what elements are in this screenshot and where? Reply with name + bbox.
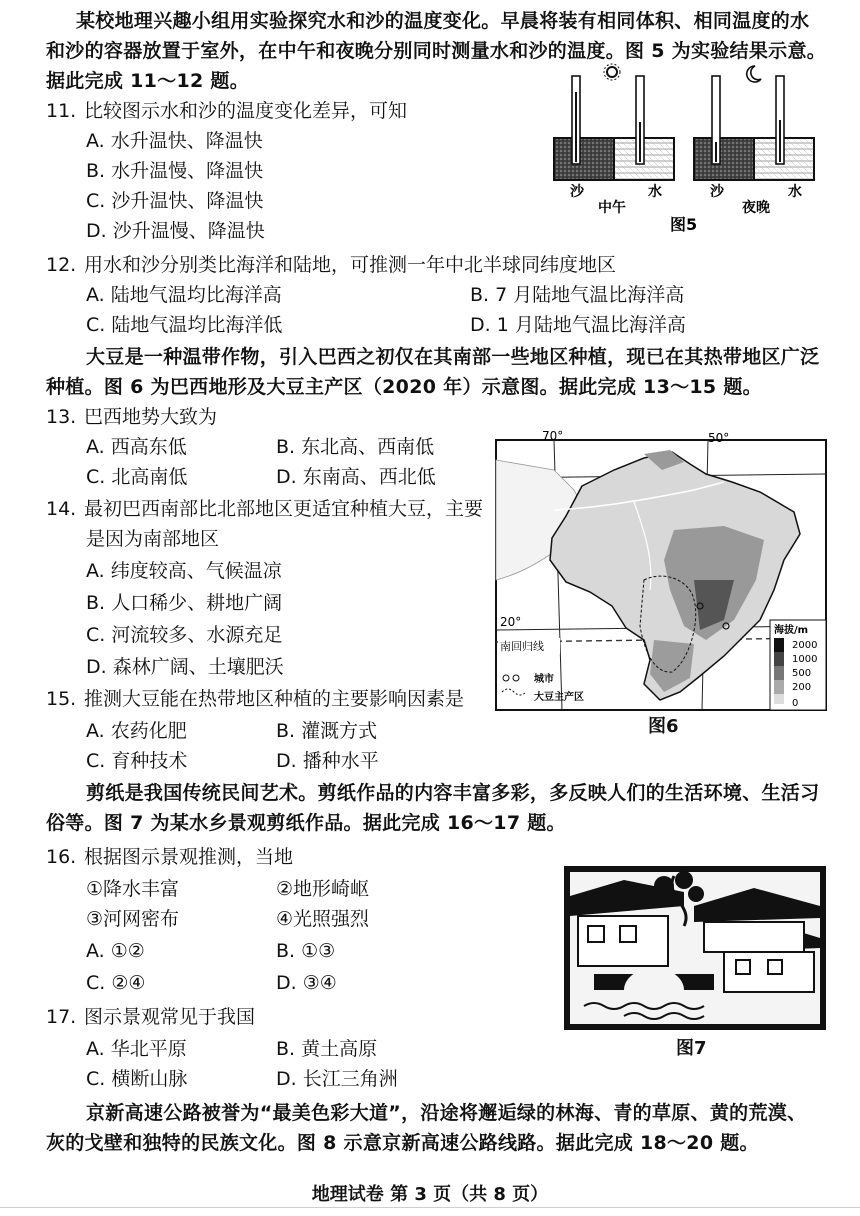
question-12 (46, 252, 616, 278)
sand-container-night (694, 138, 754, 180)
question-stem: 推测大豆能在热带地区种植的主要影响因素是 (84, 688, 465, 710)
question-16 (46, 844, 293, 870)
question-11 (46, 98, 407, 124)
q13-option-a: A. 西高东低 (86, 436, 187, 458)
intro3-line2: 俗等。图 7 为某水乡景观剪纸作品。据此完成 16～17 题。 (46, 812, 566, 834)
figure-6-brazil-map (494, 430, 828, 712)
page-footer: 地理试卷 第 3 页（共 8 页） (311, 1184, 549, 1205)
q15-option-c: C. 育种技术 (86, 750, 188, 772)
q17-option-a: A. 华北平原 (86, 1038, 187, 1060)
figure-5-experiment (548, 62, 818, 242)
q16-item-1: ①降水丰富 (86, 878, 180, 900)
q16-option-d: D. ③④ (276, 972, 337, 994)
q16-option-b: B. ①③ (276, 940, 336, 962)
q16-option-c: C. ②④ (86, 972, 146, 994)
legend-200: 200 (792, 682, 812, 693)
question-number: 14. (46, 498, 77, 520)
label-night: 夜晚 (742, 200, 770, 216)
q16-item-4: ④光照强烈 (276, 908, 370, 930)
question-stem: 图示景观常见于我国 (84, 1006, 256, 1028)
question-number: 11. (46, 100, 77, 122)
q16-item-2: ②地形崎岖 (276, 878, 370, 900)
q12-option-d: D. 1 月陆地气温比海洋高 (470, 314, 686, 336)
bottom-rule (0, 1207, 860, 1208)
figure-5-caption: 图5 (670, 215, 698, 234)
q14-option-c: C. 河流较多、水源充足 (86, 624, 283, 646)
q13-option-d: D. 东南高、西北低 (276, 466, 436, 488)
tropic-label: 南回归线 (500, 640, 544, 653)
q12-option-c: C. 陆地气温均比海洋低 (86, 314, 283, 336)
question-14 (46, 496, 483, 522)
legend-city: 城市 (534, 674, 554, 685)
figure-7-caption: 图7 (676, 1038, 707, 1059)
q11-option-d: D. 沙升温慢、降温快 (86, 220, 265, 242)
q17-option-c: C. 横断山脉 (86, 1068, 188, 1090)
legend-0: 0 (792, 698, 799, 709)
q12-option-a: A. 陆地气温均比海洋高 (86, 284, 282, 306)
lon-70: 70° (542, 430, 564, 443)
q13-option-b: B. 东北高、西南低 (276, 436, 435, 458)
question-number: 15. (46, 688, 77, 710)
intro4-line2: 灰的戈壁和独特的民族文化。图 8 示意京新高速公路线路。据此完成 18～20 题。 (46, 1132, 759, 1154)
q14-option-d: D. 森林广阔、土壤肥沃 (86, 656, 284, 678)
intro2-line1: 大豆是一种温带作物，引入巴西之初仅在其南部一些地区种植，现已在其热带地区广泛 (86, 346, 820, 368)
question-13 (46, 404, 217, 430)
intro2-line2: 种植。图 6 为巴西地形及大豆主产区（2020 年）示意图。据此完成 13～15 题。 (46, 376, 762, 398)
q17-option-b: B. 黄土高原 (276, 1038, 378, 1060)
question-stem: 用水和沙分别类比海洋和陆地，可推测一年中北半球同纬度地区 (84, 254, 617, 276)
q13-option-c: C. 北高南低 (86, 466, 188, 488)
lon-50: 50° (708, 431, 730, 445)
question-number: 12. (46, 254, 77, 276)
label-water-noon: 水 (648, 184, 662, 200)
q12-option-b: B. 7 月陆地气温比海洋高 (470, 284, 685, 306)
intro4-line1: 京新高速公路被誉为“最美色彩大道”，沿途将邂逅绿的林海、青的草原、黄的荒漠、 (86, 1102, 807, 1124)
question-15 (46, 686, 464, 712)
q11-option-b: B. 水升温慢、降温快 (86, 160, 264, 182)
q16-item-3: ③河网密布 (86, 908, 180, 930)
legend-500: 500 (792, 668, 812, 679)
q15-option-a: A. 农药化肥 (86, 720, 187, 742)
q14-option-b: B. 人口稀少、耕地广阔 (86, 592, 283, 614)
q15-option-b: B. 灌溉方式 (276, 720, 378, 742)
label-noon: 中午 (598, 200, 626, 216)
question-number: 17. (46, 1006, 77, 1028)
intro1-line1: 某校地理兴趣小组用实验探究水和沙的温度变化。早晨将装有相同体积、相同温度的水 (76, 10, 810, 32)
label-sand-noon: 沙 (570, 184, 584, 200)
intro3-line1: 剪纸是我国传统民间艺术。剪纸作品的内容丰富多彩，多反映人们的生活环境、生活习 (86, 782, 820, 804)
label-water-night: 水 (788, 184, 802, 200)
q17-option-d: D. 长江三角洲 (276, 1068, 398, 1090)
legend-1000: 1000 (792, 654, 818, 665)
question-stem: 根据图示景观推测，当地 (84, 846, 294, 868)
moon-icon (747, 66, 761, 82)
figure-6-caption: 图6 (648, 716, 679, 737)
figure-7-papercut (564, 866, 826, 1030)
question-stem: 最初巴西南部比北部地区更适宜种植大豆，主要 (84, 498, 484, 520)
q14-stem-cont: 是因为南部地区 (86, 528, 220, 550)
legend-2000: 2000 (792, 640, 818, 651)
q15-option-d: D. 播种水平 (276, 750, 379, 772)
question-17 (46, 1004, 255, 1030)
lat-20: 20° (500, 615, 522, 629)
legend-soy: 大豆主产区 (534, 692, 584, 703)
q11-option-c: C. 沙升温快、降温快 (86, 190, 264, 212)
q14-option-a: A. 纬度较高、气候温凉 (86, 560, 282, 582)
label-sand-night: 沙 (710, 184, 724, 200)
intro1-line3: 据此完成 11～12 题。 (46, 70, 250, 92)
question-stem: 比较图示水和沙的温度变化差异，可知 (84, 100, 408, 122)
question-stem: 巴西地势大致为 (84, 406, 218, 428)
legend-title: 海拔/m (774, 625, 809, 636)
intro1-line2: 和沙的容器放置于室外，在中午和夜晚分别同时测量水和沙的温度。图 5 为实验结果示意。 (46, 40, 827, 62)
q11-option-a: A. 水升温快、降温快 (86, 130, 263, 152)
q16-option-a: A. ①② (86, 940, 145, 962)
sun-icon (604, 64, 620, 80)
question-number: 16. (46, 846, 77, 868)
sand-container-noon (554, 138, 614, 180)
question-number: 13. (46, 406, 77, 428)
